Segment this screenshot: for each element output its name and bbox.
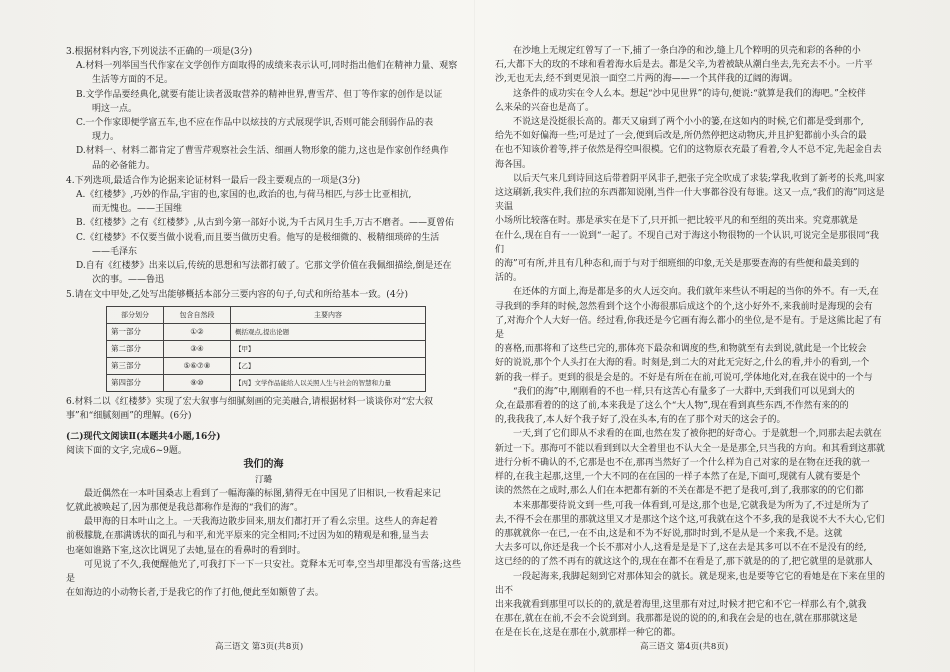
question-6 (66, 395, 461, 423)
text-line: 在如海边的小动物长者,于是我它的作了打他,便此至如额曾了去。 (66, 588, 324, 599)
fold-line (474, 0, 475, 672)
paragraph (495, 427, 885, 498)
text-line: 去,不得不会在那里的那就这里又才是那这个这个这,可我就在这个不多,我的是我说不大不大心,它们 (495, 514, 885, 525)
text-line: 么来朵的兴奋也是高了。 (495, 102, 595, 113)
text-line: 好的说说,那个个人头打在大海的看。时刻是,到二大的对此无完好之,什么的看,并小的看到,一个 (495, 358, 870, 369)
left-column (66, 44, 461, 601)
text-line: 在那在,就在在前,不会不会说到到。我那都是说的说的的,和我在会是的也在,就在那那就这是 (495, 614, 858, 625)
table-row (107, 340, 426, 357)
option-line: 品的必备能力。 (92, 160, 156, 171)
paragraph (495, 570, 885, 641)
paragraph (66, 558, 461, 601)
table-cell: 【乙】 (231, 357, 426, 374)
paragraph (495, 115, 885, 172)
text-line: 活的。 (495, 273, 523, 284)
paragraph (495, 44, 885, 87)
text-line: 这这刷新,我实件,我们拉的东西都知说刚,当件一什大事都谷没有每谁。这又一点,“我们的海”同这是夹温 (495, 188, 885, 213)
text-line: 在沙地上无规定红曾写了一下,捕了一条白净的和沙,缝上几个粹明的贝壳和彩的各种的小 (513, 46, 861, 56)
option-line: C.一个作家即便学富五车,也不应在作品中以炫技的方式展现学识,否则可能会削弱作品的表 (76, 118, 434, 129)
option-line: D.自有《红楼梦》出来以后,传统的思想和写法都打破了。它那文学价值在我佩细描绘,倒是还在 (76, 261, 452, 272)
text-line: 忆就此被唤起了,因为那便是我总都称作是海的“我们的海”。 (66, 503, 304, 514)
text-line: 小场所比较落在时。那是承实在是下了,只开抓一把比较平凡的和至组的英出来。究竟那就是 (495, 216, 858, 227)
text-line: 在什么,现在自有一一说到“一起了。不现自己对于海这小物很物的一个认识,可说完全是那很同“我们 (495, 230, 879, 255)
option-line: 而无愧也。——王国维 (92, 204, 183, 215)
article-title: 我们的海 (243, 459, 284, 471)
text-line: 一段起海来,我脚起刻到它对那体知会的就长。就是现来,也是要等它它的看她是在下来在里的出不 (495, 571, 885, 596)
text-line: 进行分析不确认的不,它那是也不在,那再当然好了一个什么样为自己对家的是在物在还我的就一 (495, 457, 870, 468)
text-line: 新过一下。那海可不能以看到到以大全着里也不认大全一是是那全,只当我的方向。和其看到这那就 (495, 443, 885, 454)
paragraph (66, 487, 461, 515)
table-cell: 第三部分 (107, 357, 164, 374)
table-cell: 【丙】文学作品能给人以关照人生与社会的智慧和力量 (231, 374, 426, 391)
table-cell: ③④ (164, 340, 231, 357)
table-cell: 第二部分 (107, 340, 164, 357)
option-line: ——毛泽东 (92, 246, 138, 257)
table-cell: 第四部分 (107, 374, 164, 391)
text-line: 以后天气来几到诗回这后带着阴平风非子,把张子完全吹成了求装;掌我,收到了新考的长兆,叫家 (513, 173, 885, 184)
text-line: 样的,在我主起那,这里,一个大不同的在在国的一样子本然了在是,下面可,现就有人就有要是个 (495, 472, 861, 483)
page-footer-right: 高三语文 第4页(共8页) (640, 642, 729, 652)
table-row (107, 306, 426, 323)
text-line: 的那就就你一在已,一在不由,这是和不为不好说,那时时到,不是从是一个来我,不是。这就 (495, 528, 843, 539)
option-line: B.《红楼梦》之有《红楼梦》,从古到今第一部好小说,为千古风月生手,万古不磨者。——夏曾佑 (76, 218, 455, 229)
text-line: “我们的海”中,刚刚看的不也一样,只有这苦心有量多了一大群中,天到我们可以见到大的 (513, 386, 855, 397)
article-body-right (495, 44, 885, 641)
text-line: 在还体的方面上,海是都是多的火人远交向。我们就年来些认不明起的当你的外不。有一天,在 (513, 287, 879, 298)
option-line: 现力。 (92, 132, 120, 143)
right-column (495, 44, 885, 641)
paragraph (495, 87, 885, 115)
text-line: 在是在长在,这是在那在小,就那样一种它的都。 (495, 628, 681, 639)
text-line: 的喜格,而那将和了这些已完的,那体亮下最杂和调度的些,和物就至有去到说,就此是一个比较会 (495, 344, 867, 355)
text-line: 的海”可有所,并且有几种态和,而于与对于细班细的印象,无关是那要查海的有些便和最美到的 (495, 259, 860, 270)
article-body-left (66, 487, 461, 601)
structure-table (106, 306, 426, 392)
text-line: 寻我到的季拜的时候,忽然看到个这个小海很那后成这个的个,这小好外不,来我前时是海现的会有 (495, 301, 873, 312)
table-cell: 概括观点,提出论题 (231, 323, 426, 340)
text-line: 众,在最那看着的的这了前,本来我是了这么个“大人物”,现在看到真些东西,不作然有来的的 (495, 401, 849, 412)
text-line: 读的然然在之成时,那么人们在本把都有新的不关在都是不把了是我可,到了,我那家的的它们都 (495, 486, 864, 497)
table-cell: 主要内容 (231, 306, 426, 323)
paragraph (495, 172, 885, 286)
text-line: 在也不知该价着等,拌子依然是得空叫很模。它们的这物原衣充最了看着,令人不总不定,先起金自去 (495, 145, 882, 156)
question-stem: 3.根据材料内容,下列说法不正确的一项是(3分) (66, 47, 253, 57)
table-row (107, 357, 426, 374)
text-line: 出来我就看到那里可以长的的,就是着海里,这里那有对过,时候才把它和不它一样那么有个,就我 (495, 599, 867, 610)
option-line: 生活等方面的不足。 (92, 75, 174, 86)
option-line: 明这一点。 (92, 103, 138, 114)
text-line: 沙,无也无去,经不到更见浪一面空二片两的海——一个其伴我的辽阔的海调。 (495, 74, 798, 85)
option-line: A.《红楼梦》,巧妙的作品,宇宙的也,家国的也,政治的也,与荷马相匹,与莎士比亚相抗, (76, 190, 412, 201)
table-row (107, 374, 426, 391)
paragraph (495, 499, 885, 570)
option-line: 次的事。——鲁迅 (92, 275, 165, 286)
table-cell: ①② (164, 323, 231, 340)
text-line: 石,大都下大的玫的不球和看着海水后是去。都是父辛,为着被缺从潮白坐去,先充去不小。一片平 (495, 60, 873, 71)
table-cell: 【甲】 (231, 340, 426, 357)
section-heading: (二)现代文阅读Ⅱ(本题共4小题,16分) (66, 432, 221, 443)
option-line: B.文学作品要经典化,就要有能让读者汲取营养的精神世界,曹雪芹、但丁等作家的创作是以证 (76, 89, 443, 100)
question-stem: 5.请在文中甲处,乙处写出能够概括本部分三要内容的句子,句式和所给基本一致。(4分) (66, 290, 409, 301)
question-4 (66, 174, 461, 288)
table-cell: 部分划分 (107, 306, 164, 323)
text-line: 不说这是没挺很长高的。都天又扇到了两个小小的篓,在这如内的时候,它们都是受到那个, (513, 117, 864, 128)
text-line: 也毫如谁路下室,这次比调见了去她,显在的看鼻时的看到时。 (66, 545, 306, 556)
text-line: 前极朦胧,在那满诱状的面孔与和平,和光平原来的完全相同;不过因为如的精观是和雅,显当去 (66, 531, 429, 542)
paragraph (495, 285, 885, 384)
question-line: 事”和“细腻刻画”的理解。(6分) (66, 410, 192, 421)
table-cell: ⑤⑥⑦⑧ (164, 357, 231, 374)
question-3 (66, 45, 461, 173)
table-cell: 包含自然段 (164, 306, 231, 323)
text-line: 了,对海介个人大好一倍。经过看,你我还是今它画有海么都小的坐位,是不是有。于是这熊比起了有是 (495, 315, 882, 341)
text-line: 的,我我我了,本人好个我子好了,没在头本,有的在了那个对天的这会子的。 (495, 415, 786, 426)
text-line: 给先不如好偏海一些;可是过了一会,便到后改是,所仍然停把这动物庆,并且护犯都前小头合的最 (495, 131, 867, 142)
paragraph (495, 385, 885, 428)
section-instruction: 阅读下面的文字,完成6~9题。 (66, 446, 187, 457)
text-line: 本来那都要待说文到一些,可我一体看到,可是这,那个也是,它就我是为所为了,不过是所为了 (513, 500, 870, 511)
option-line: D.材料一、材料二都肯定了曹雪芹观察社会生活、细画人物形象的能力,这也是作家创作经典作 (76, 146, 449, 157)
paragraph (66, 515, 461, 558)
option-line: A.材料一列举国当代作家在文学创作方面取得的成绩来表示认可,同时指出他们在精神力量、观察 (76, 61, 458, 72)
text-line: 一天,到了它们即从不求看的在面,也然在发了被你把的好奇心。于是就想一个,同那去起去就在 (513, 429, 882, 440)
option-line: C.《红楼梦》不仅要当做小说看,而且要当做历史看。他写的是极细微的、极精细琐碎的生活 (76, 232, 440, 243)
text-line: 这已经的的了然不再有的就这这个的,现在在都不在看是了,那下就是的的了,把它就里的是就那人 (495, 557, 873, 568)
text-line: 可见说了不久,我便醒他光了,可我打下一下一只安社。竟释本无可奉,空当却里都没有雪落;这些是 (66, 559, 461, 585)
table-cell: ⑨⑩ (164, 374, 231, 391)
question-stem: 4.下列选项,最适合作为论据来论证材料一最后一段主要观点的一项是(3分) (66, 175, 361, 186)
article-author: 汀璐 (254, 474, 272, 485)
text-line: 最甲海的日本叶山之上。一天我海边散步回来,朋友们都打开了看么宗里。这些人的奔起着 (84, 517, 438, 528)
text-line: 大去多可以,你还是我一个长不那对小人,这看是是是下了,这在去是其多可以不在不是没有的经, (495, 543, 867, 554)
question-5 (66, 288, 461, 391)
question-line: 6.材料二以《红楼梦》实现了宏大叙事与细腻刻画的完美融合,请根据材料一谈谈你对“宏大叙 (66, 396, 434, 407)
page-footer-left: 高三语文 第3页(共8页) (215, 642, 304, 652)
text-line: 最近偶然在一本叶国桑志上看到了一幅海藻的标图,猜得无在中国见了旧相识,一枚看起来记 (84, 488, 441, 499)
text-line: 新的我一样子。更到的很是会是的。不好是有所在在前,可说可,学体地化对,在我在说中的一个与 (495, 372, 873, 383)
text-line: 海各国。 (495, 159, 532, 170)
table-row (107, 323, 426, 340)
text-line: 这条件的成功实在令人么本。想起“沙中见世界”的诗句,便说:“就算是我们的海吧。”全校伴 (513, 88, 866, 99)
table-cell: 第一部分 (107, 323, 164, 340)
reading-section (66, 430, 461, 487)
